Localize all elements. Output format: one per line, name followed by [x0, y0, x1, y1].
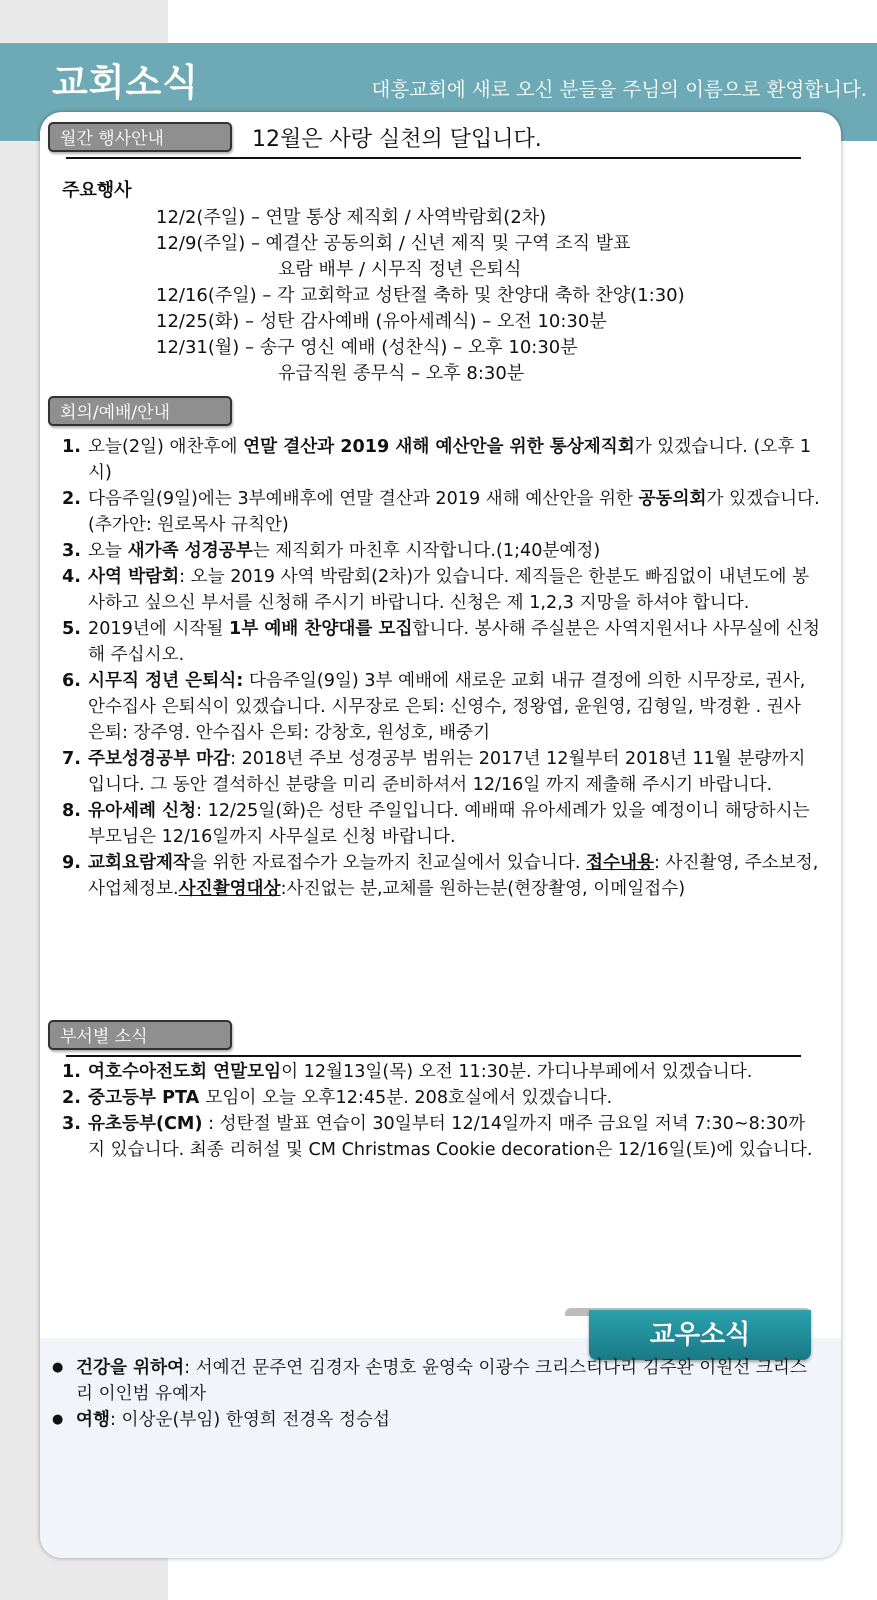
item-bold: 주보성경공부 마감	[88, 749, 231, 769]
alumni-title-ribbon: 교우소식	[589, 1310, 811, 1360]
item-text: :사진없는 분,교체를 원하는분(현장촬영, 이메일접수)	[280, 879, 686, 899]
list-item	[62, 616, 822, 668]
item-text: 다음주일(9일) 3부 예배에 새로운 교회 내규 결정에 의한 시무장로, 권사, 안수집사 은퇴식이 있겠습니다. 시무장로 은퇴: 신영수, 정왕엽, 윤원영, 김형일, 박경환 . 권사 은퇴: 장주영. 안수집사 은퇴: 강창호, 원성호, 배중기	[88, 671, 806, 743]
item-text: 을 위한 자료접수가 오늘까지 친교실에서 있습니다.	[189, 853, 587, 873]
item-number: 6.	[62, 671, 81, 691]
item-text: 이 12월13일(목) 오전 11:30분. 가디나부페에서 있겠습니다.	[281, 1062, 753, 1082]
item-bold: 여행	[76, 1410, 110, 1430]
event-item: 12/16(주일) – 각 교회학교 성탄절 축하 및 찬양대 축하 찬양(1:30)	[156, 285, 685, 306]
item-bold: 연말 결산과 2019 새해 예산안을 위한 통상제직회	[243, 437, 635, 457]
item-number: 2.	[62, 489, 81, 509]
event-item: 12/25(화) – 성탄 감사예배 (유아세례식) – 오전 10:30분	[156, 311, 607, 332]
item-number: 3.	[62, 541, 81, 561]
list-item	[52, 1355, 812, 1407]
item-bold: 사역 박람회	[88, 567, 180, 587]
item-bold: 공동의회	[638, 489, 707, 509]
item-number: 9.	[62, 853, 81, 873]
item-text: 다음주일(9일)에는 3부예배후에 연말 결산과 2019 새해 예산안을 위한	[88, 489, 639, 509]
item-bold: 1부 예배 찬양대를 모집	[228, 619, 413, 639]
meeting-list	[62, 434, 822, 902]
list-item	[62, 564, 822, 616]
item-number: 1.	[62, 1062, 81, 1082]
item-text: : 오늘 2019 사역 박람회(2차)가 있습니다. 제직들은 한분도 빠짐없이 내년도에 봉사하고 싶으신 부서를 신청해 주시기 바랍니다. 신청은 제 1,2,3 지망을 하셔야 합니다.	[88, 567, 810, 613]
item-text: 는 제직회가 마친후 시작합니다.(1;40분예정)	[252, 541, 601, 561]
item-text: : 서예건 문주연 김경자 손명호 윤영숙 이광수 크리스티나리 김주완 이원선 크리스리 이인범 유예자	[76, 1358, 807, 1404]
item-number: 1.	[62, 437, 81, 457]
item-text: 가 있겠습니다. (오후 1시)	[88, 437, 812, 483]
item-bold: 유아세례 신청	[88, 801, 197, 821]
section-label-monthly: 월간 행사안내	[48, 122, 232, 152]
section-divider	[66, 157, 801, 159]
event-item: 유급직원 종무식 – 오후 8:30분	[278, 363, 525, 384]
list-item	[62, 1085, 822, 1111]
item-text: 모임이 오늘 오후12:45분. 208호실에서 있겠습니다.	[205, 1088, 613, 1108]
item-bold: 건강을 위하여	[76, 1358, 185, 1378]
alumni-list	[52, 1355, 812, 1433]
list-item	[62, 1059, 822, 1085]
item-number: 4.	[62, 567, 81, 587]
item-bold: 중고등부 PTA	[88, 1088, 206, 1108]
item-number: 5.	[62, 619, 81, 639]
list-item	[62, 668, 822, 746]
item-text: : 12/25일(화)은 성탄 주일입니다. 예배때 유아세례가 있을 예정이니 해당하시는 부모님은 12/16일까지 사무실로 신청 바랍니다.	[88, 801, 810, 847]
event-item: 요람 배부 / 시무직 정년 은퇴식	[278, 259, 522, 280]
item-text: : 이상운(부임) 한영희 전경옥 정승섭	[110, 1410, 390, 1430]
item-text: 2019년에 시작될	[88, 619, 229, 639]
welcome-subtitle: 대흥교회에 새로 오신 분들을 주님의 이름으로 환영합니다.	[371, 78, 867, 101]
list-item	[62, 434, 822, 486]
item-bold: 유초등부(CM)	[88, 1114, 203, 1134]
list-item	[62, 1111, 822, 1163]
item-text: 가 있겠습니다. (추가안: 원로목사 규칙안)	[88, 489, 820, 535]
item-bold: 교회요람제작	[88, 853, 190, 873]
event-item: 12/9(주일) – 예결산 공동의회 / 신년 제직 및 구역 조직 발표	[156, 233, 631, 254]
item-text: : 2018년 주보 성경공부 범위는 2017년 12월부터 2018년 11월 분량까지입니다. 그 동안 결석하신 분량을 미리 준비하셔서 12/16일 까지 제출해 주시기 바랍니다.	[88, 749, 806, 795]
item-number: 3.	[62, 1114, 81, 1134]
news-card	[40, 112, 841, 1558]
item-number: 2.	[62, 1088, 81, 1108]
item-text: : 사진촬영, 주소보정, 사업체정보.	[88, 853, 819, 899]
item-number: 8.	[62, 801, 81, 821]
list-item	[62, 538, 822, 564]
item-text: 오늘	[88, 541, 128, 561]
events-heading: 주요행사	[62, 180, 132, 201]
section-divider	[66, 1055, 801, 1057]
event-item: 12/31(월) – 송구 영신 예배 (성찬식) – 오후 10:30분	[156, 337, 578, 358]
dept-list	[62, 1059, 822, 1163]
section-label-meeting: 회의/예배/안내	[48, 396, 232, 426]
item-underline: 사진촬영대상	[178, 879, 281, 899]
item-number: 7.	[62, 749, 81, 769]
item-bold: 새가족 성경공부	[127, 541, 253, 561]
list-item	[62, 850, 822, 902]
item-underline: 접수내용	[586, 853, 655, 873]
list-item	[62, 798, 822, 850]
section-label-dept: 부서별 소식	[48, 1020, 232, 1050]
item-text: 오늘(2일) 애찬후에	[88, 437, 244, 457]
item-bold: 여호수아전도회 연말모임	[88, 1062, 282, 1082]
list-item	[62, 746, 822, 798]
list-item	[52, 1407, 812, 1433]
list-item	[62, 486, 822, 538]
item-text: : 성탄절 발표 연습이 30일부터 12/14일까지 매주 금요일 저녁 7:30~8:30까지 있습니다. 최종 리허설 및 CM Christmas Cookie decoration은 12/16일(토)에 있습니다.	[88, 1114, 813, 1160]
event-item: 12/2(주일) – 연말 통상 제직회 / 사역박람회(2차)	[156, 207, 547, 228]
item-bold: 시무직 정년 은퇴식:	[88, 671, 244, 691]
page-title: 교회소식	[52, 61, 199, 104]
monthly-title: 12월은 사랑 실천의 달입니다.	[252, 127, 542, 152]
item-text: 합니다. 봉사해 주실분은 사역지원서나 사무실에 신청해 주십시오.	[88, 619, 821, 665]
